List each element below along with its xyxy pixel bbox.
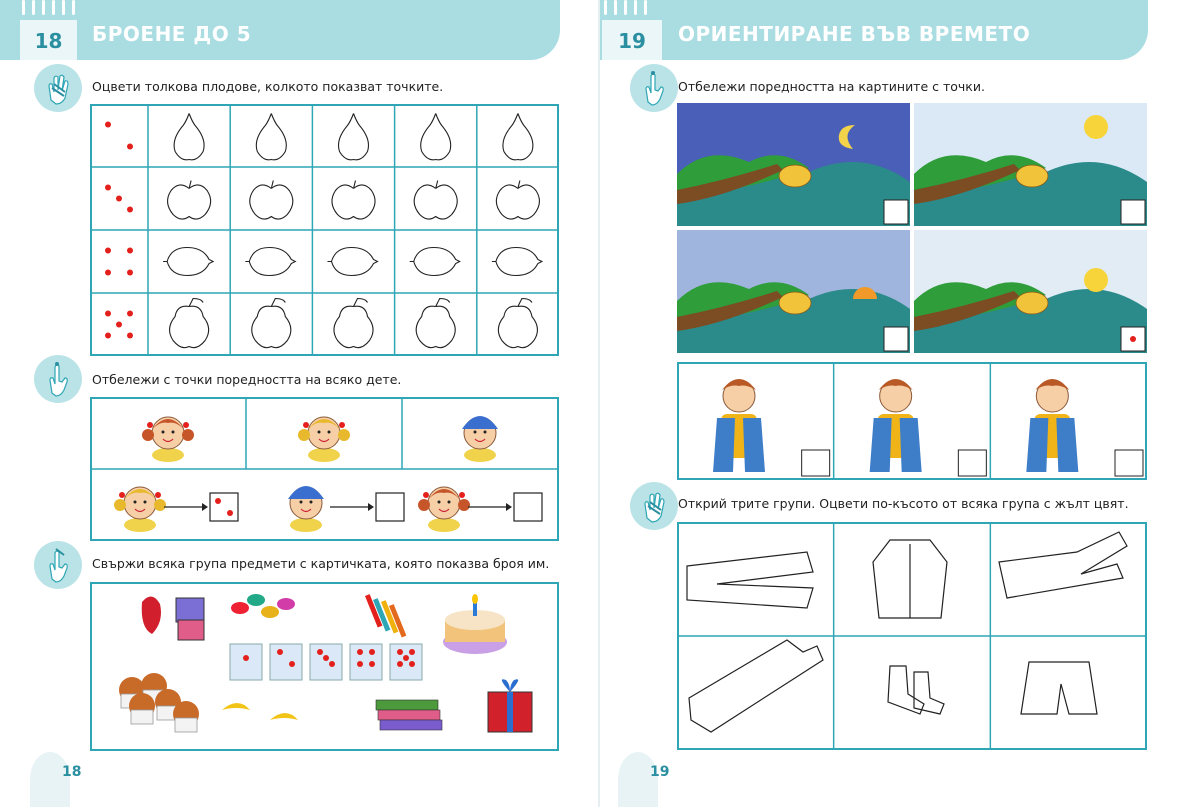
wrapped-candy-icon [231,602,249,614]
red-dot [403,655,409,661]
red-dot [317,649,323,655]
gift-box-icon [176,598,204,622]
clothes-grid-drawing [677,522,1147,750]
fruit-outline-lemon [328,248,378,276]
scene-panel [914,230,1147,353]
muffin-cup [175,718,197,732]
task-instruction: Отбележи поредността на картините с точки. [678,79,985,94]
task-instruction: Свържи всяка група предмети с картичката, която показва броя им. [92,556,550,571]
red-dot [105,333,111,339]
cap [462,416,498,429]
page-number-badge: 18 [20,20,77,60]
cap [288,486,324,499]
collar [464,448,496,462]
red-dot [105,248,111,254]
flame-icon [472,594,478,604]
red-dot [289,661,295,667]
collar [124,518,156,532]
red-dot [397,649,403,655]
answer-box [802,450,830,476]
red-dot [357,649,363,655]
coat-outline [873,540,947,618]
eye [134,501,137,504]
bird-icon [1016,165,1048,187]
red-dot [409,649,415,655]
collar [290,518,322,532]
candy-icon [142,596,161,634]
child-with-cap [462,416,498,462]
day-sequence-scenes [677,103,1147,353]
answer-box [1121,200,1145,224]
book-icon [380,720,442,730]
eye [328,431,331,434]
dot-card [310,644,342,680]
red-dot [105,270,111,276]
candle-icon [473,602,477,616]
spiral-rings [602,0,662,16]
header-band [0,0,560,60]
tights-outline [999,532,1127,598]
dots-card [105,248,133,276]
collar [152,448,184,462]
fruit-outline-apple [168,181,211,220]
pigtail [154,499,166,511]
fruit-outline-pear [256,114,286,160]
red-dot [1130,336,1136,342]
eye [310,501,313,504]
eye [300,501,303,504]
book-icon [376,700,438,710]
sun-icon [1084,115,1108,139]
long-coat-outline [689,640,823,732]
fruit-outline-quince [334,299,373,348]
children-order-drawing [90,397,559,541]
red-dot [277,649,283,655]
bird-icon [1016,292,1048,314]
card-dots [243,655,249,661]
red-dot [329,661,335,667]
hair-bow [183,422,189,428]
fruit-outline-apple [496,181,539,220]
gift-bow [502,679,518,692]
red-dot [369,661,375,667]
pigtail [114,499,126,511]
red-dot [243,655,249,661]
fruit-outline-quince [170,299,209,348]
hair-bow [119,492,125,498]
task-instruction: Открий трите групи. Оцвети по-късото от всяка група с жълт цвят. [678,496,1129,511]
fruit-grid-drawing [90,104,559,356]
footer-page-number: 18 [62,764,82,780]
red-dot [127,311,133,317]
arrow-head-icon [202,503,208,511]
dots-card [105,122,133,150]
child-small [114,487,166,532]
page-number-badge: 19 [602,20,662,60]
groups-drawing [90,582,559,751]
dots-card [105,311,133,339]
answer-box [376,493,404,521]
eye [448,501,451,504]
red-dot [127,270,133,276]
answer-box [884,200,908,224]
fruit-outline-quince [252,299,291,348]
pigtail [338,429,350,441]
red-dot [127,248,133,254]
task-instruction: Отбележи с точки поредността на всяко дете. [92,372,402,387]
fruit-outline-lemon [410,248,460,276]
red-dot [409,661,415,667]
collar [308,448,340,462]
trousers-outline [687,552,813,608]
wrapped-candy-icon [277,598,295,610]
pigtail [142,429,154,441]
hand-point-icon [34,355,82,403]
boy-figure [1026,379,1143,476]
red-dot [215,498,221,504]
red-dot [323,655,329,661]
boy-dressing-drawing [677,362,1147,480]
answer-box [514,493,542,521]
pigtail [418,499,430,511]
muffin-cup [131,710,153,724]
fruit-outline-apple [332,181,375,220]
child-brown-hair [142,417,194,462]
dot-card [230,644,262,680]
red-dot [105,185,111,191]
hair-bow [423,492,429,498]
eye [318,431,321,434]
dot-card [390,644,422,680]
eye [144,501,147,504]
gift-ribbon [507,692,513,732]
hand-connect-icon [34,541,82,589]
child-small [418,487,470,532]
fruit-outline-pear [503,114,533,160]
socks-outline [888,666,944,714]
gift-box-icon [178,620,204,640]
page-title: ОРИЕНТИРАНЕ ВЪВ ВРЕМЕТО [678,22,1031,46]
red-dot [127,333,133,339]
red-dot [116,196,122,202]
slice-icon [270,713,298,720]
dot-card [350,644,382,680]
hand-color-icon [630,482,678,530]
pigtail [458,499,470,511]
red-dot [105,122,111,128]
fruit-outline-lemon [492,248,542,276]
dots-card [105,185,133,213]
answer-box [958,450,986,476]
answer-box [1115,450,1143,476]
spiral-rings [20,0,80,16]
right-page [600,0,1200,807]
pigtail [182,429,194,441]
bird-icon [779,165,811,187]
fruit-outline-apple [414,181,457,220]
sun-icon [1084,268,1108,292]
slice-icon [222,703,250,710]
dot-card [270,644,302,680]
marked-dot [1130,336,1136,342]
fruit-outline-quince [498,299,537,348]
scene-panel [677,230,910,353]
boy-figure [870,379,987,476]
book-icon [378,710,440,720]
eye [172,431,175,434]
hair-bow [339,422,345,428]
shorts-outline [1021,662,1097,714]
red-dot [127,207,133,213]
wrapped-candy-icon [247,594,265,606]
hand-color-icon [34,64,82,112]
task-instruction: Оцвети толкова плодове, колкото показват точките. [92,79,444,94]
wrapped-candy-icon [261,606,279,618]
eye [474,431,477,434]
arrow-head-icon [368,503,374,511]
fruit-outline-quince [416,299,455,348]
fruit-outline-pear [174,114,204,160]
red-dot [127,144,133,150]
answer-box [884,327,908,351]
pigtail [298,429,310,441]
fruit-outline-lemon [245,248,295,276]
scene-panel [914,103,1147,226]
red-dot [116,322,122,328]
hair-bow [147,422,153,428]
hair-bow [155,492,161,498]
red-dot [369,649,375,655]
hand-point-icon [630,64,678,112]
eye [162,431,165,434]
scene-panel [677,103,910,226]
hair-bow [303,422,309,428]
bird-icon [779,292,811,314]
fruit-outline-pear [421,114,451,160]
red-dot [397,661,403,667]
red-dot [105,311,111,317]
fruit-outline-lemon [163,248,213,276]
child-blonde-hair [298,417,350,462]
red-dot [357,661,363,667]
arrow-head-icon [506,503,512,511]
eye [484,431,487,434]
page-title: БРОЕНЕ ДО 5 [92,22,252,46]
hair-bow [459,492,465,498]
red-dot [227,510,233,516]
child-small [288,486,324,532]
collar [428,518,460,532]
answer-box [210,493,238,521]
eye [438,501,441,504]
boy-figure [713,379,830,476]
fruit-outline-pear [339,114,369,160]
footer-page-number: 19 [650,764,670,780]
fruit-outline-apple [250,181,293,220]
